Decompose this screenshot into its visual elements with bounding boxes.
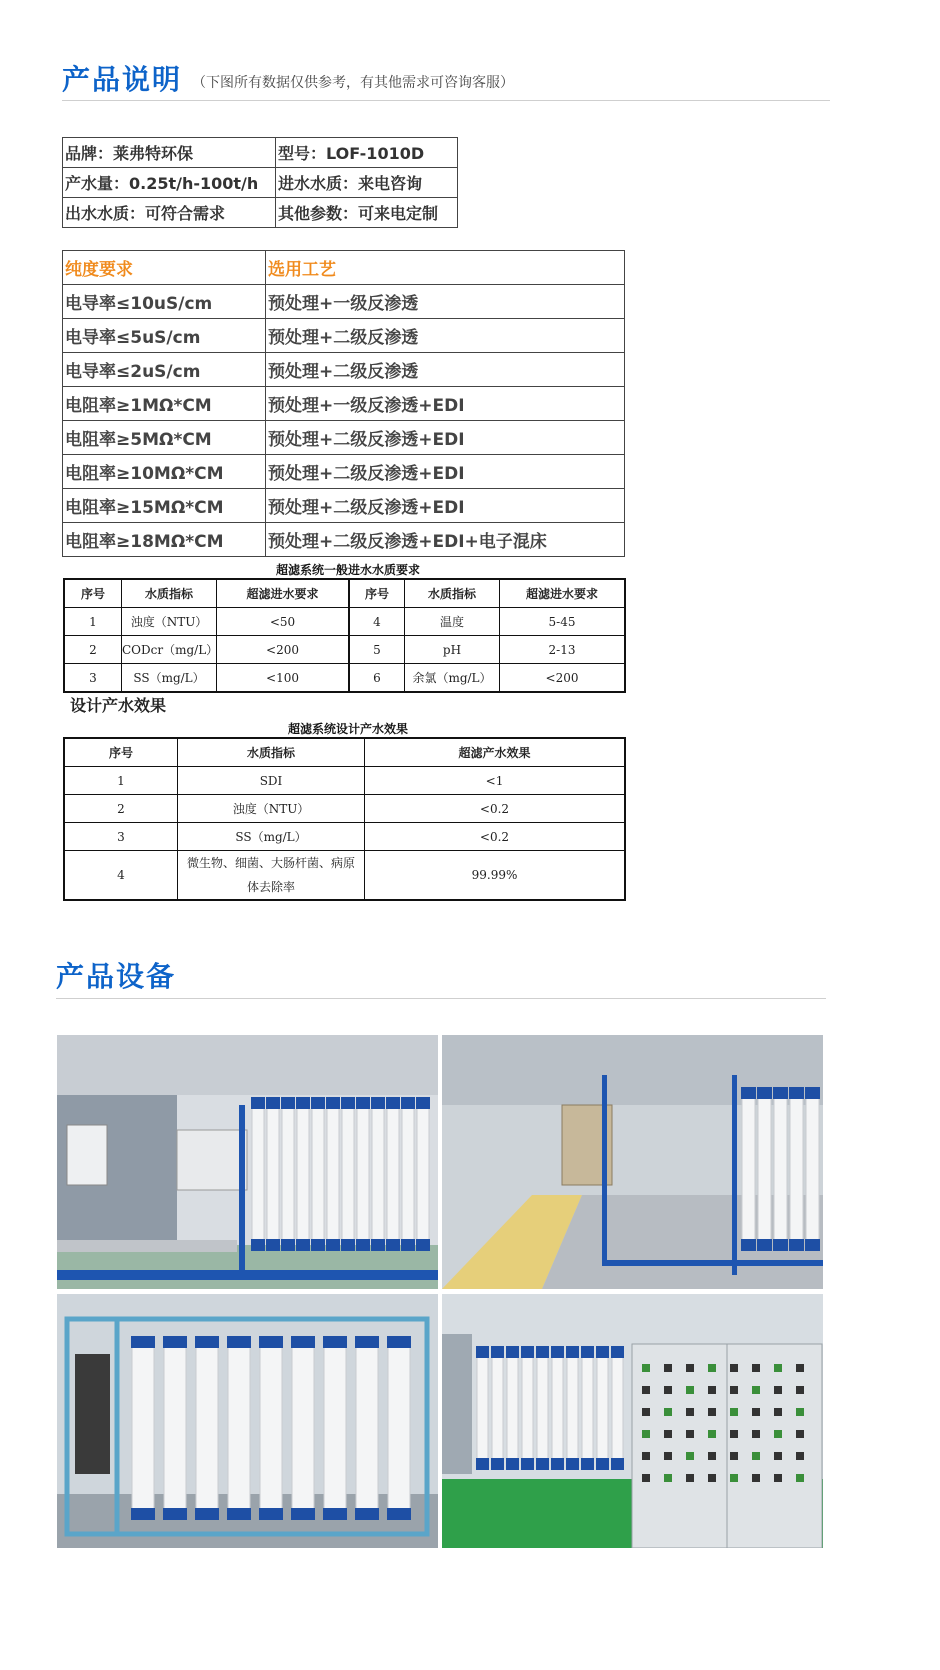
- cell: 3: [64, 823, 178, 851]
- header-requirement: 超滤进水要求: [500, 579, 626, 608]
- equipment-photo-4: [442, 1294, 823, 1548]
- cell: 6: [349, 664, 405, 693]
- table-header-row: [63, 251, 625, 285]
- header-indicator: 水质指标: [178, 738, 365, 767]
- cell: <1: [365, 767, 626, 795]
- feed-table-caption: 超滤系统一般进水水质要求: [276, 563, 421, 577]
- cell-process: 预处理+二级反渗透+EDI: [266, 455, 625, 489]
- cell-purity: 电导率≤10uS/cm: [63, 285, 266, 319]
- header-index: 序号: [64, 738, 178, 767]
- header-index: 序号: [349, 579, 405, 608]
- cell: <200: [217, 636, 350, 664]
- section-subtitle-note: （下图所有数据仅供参考，有其他需求可咨询客服）: [192, 75, 514, 91]
- table-row: [63, 353, 625, 387]
- cell: 99.99%: [365, 851, 626, 901]
- info-model: 型号：LOF-1010D: [276, 138, 458, 168]
- cell: <50: [217, 608, 350, 636]
- section-divider: [62, 100, 830, 101]
- cell-purity: 电阻率≥15MΩ*CM: [63, 489, 266, 523]
- cell-purity: 电导率≤5uS/cm: [63, 319, 266, 353]
- table-row: [63, 198, 458, 228]
- table-row: [63, 387, 625, 421]
- cell: SS（mg/L）: [178, 823, 365, 851]
- table-row: [64, 851, 625, 901]
- table-row: [64, 636, 625, 664]
- cell: <200: [500, 664, 626, 693]
- cell-purity: 电阻率≥1MΩ*CM: [63, 387, 266, 421]
- info-brand: 品牌：莱弗特环保: [63, 138, 276, 168]
- cell-purity: 电阻率≥10MΩ*CM: [63, 455, 266, 489]
- cell: SS（mg/L）: [122, 664, 217, 693]
- info-inlet-quality: 进水水质：来电咨询: [276, 168, 458, 198]
- equipment-photo-2: [442, 1035, 823, 1289]
- cell: 1: [64, 608, 122, 636]
- info-other-params: 其他参数：可来电定制: [276, 198, 458, 228]
- cell-process: 预处理+一级反渗透: [266, 285, 625, 319]
- process-selection-table: [62, 250, 625, 557]
- cell-purity: 电阻率≥18MΩ*CM: [63, 523, 266, 557]
- cell: 浊度（NTU）: [122, 608, 217, 636]
- table-row: [63, 138, 458, 168]
- design-effect-table: [63, 737, 626, 901]
- cell-purity: 电阻率≥5MΩ*CM: [63, 421, 266, 455]
- table-row: [64, 823, 625, 851]
- design-output-heading: 设计产水效果: [70, 696, 167, 715]
- cell-process: 预处理+二级反渗透+EDI+电子混床: [266, 523, 625, 557]
- equipment-photo-3: [57, 1294, 438, 1548]
- cell: CODcr（mg/L）: [122, 636, 217, 664]
- cell: 2-13: [500, 636, 626, 664]
- cell: 2: [64, 636, 122, 664]
- table-row: [64, 664, 625, 693]
- section-divider: [56, 998, 826, 999]
- header-index: 序号: [64, 579, 122, 608]
- cell: 1: [64, 767, 178, 795]
- equipment-photo-1: [57, 1035, 438, 1289]
- info-output: 产水量：0.25t/h-100t/h: [63, 168, 276, 198]
- table-header-row: [64, 579, 625, 608]
- section-title-product-equipment: 产品设备: [56, 960, 177, 993]
- cell: 5-45: [500, 608, 626, 636]
- cell: 4: [64, 851, 178, 901]
- cell: pH: [405, 636, 500, 664]
- cell: 3: [64, 664, 122, 693]
- cell: 微生物、细菌、大肠杆菌、病原体去除率: [178, 851, 365, 901]
- cell: 余氯（mg/L）: [405, 664, 500, 693]
- cell: <100: [217, 664, 350, 693]
- header-process: 选用工艺: [266, 251, 625, 285]
- section-title-product-description: 产品说明: [62, 63, 183, 96]
- cell: 温度: [405, 608, 500, 636]
- header-indicator: 水质指标: [122, 579, 217, 608]
- table-row: [63, 285, 625, 319]
- table-row: [64, 795, 625, 823]
- header-requirement: 超滤进水要求: [217, 579, 350, 608]
- table-row: [63, 421, 625, 455]
- cell: 2: [64, 795, 178, 823]
- cell: 浊度（NTU）: [178, 795, 365, 823]
- header-purity: 纯度要求: [63, 251, 266, 285]
- cell: <0.2: [365, 795, 626, 823]
- table-row: [63, 489, 625, 523]
- cell-process: 预处理+二级反渗透+EDI: [266, 421, 625, 455]
- cell: 5: [349, 636, 405, 664]
- cell: <0.2: [365, 823, 626, 851]
- table-row: [63, 168, 458, 198]
- table-row: [63, 455, 625, 489]
- table-row: [64, 608, 625, 636]
- header-effect: 超滤产水效果: [365, 738, 626, 767]
- cell-process: 预处理+二级反渗透: [266, 319, 625, 353]
- cell: 4: [349, 608, 405, 636]
- table-row: [63, 523, 625, 557]
- cell-process: 预处理+二级反渗透: [266, 353, 625, 387]
- cell-process: 预处理+二级反渗透+EDI: [266, 489, 625, 523]
- feed-water-table: [63, 578, 626, 693]
- info-outlet-quality: 出水水质：可符合需求: [63, 198, 276, 228]
- table-row: [64, 767, 625, 795]
- cell-process: 预处理+一级反渗透+EDI: [266, 387, 625, 421]
- table-row: [63, 319, 625, 353]
- product-info-table: [62, 137, 458, 228]
- table-header-row: [64, 738, 625, 767]
- effect-table-caption: 超滤系统设计产水效果: [288, 722, 409, 736]
- header-indicator: 水质指标: [405, 579, 500, 608]
- cell-purity: 电导率≤2uS/cm: [63, 353, 266, 387]
- cell: SDI: [178, 767, 365, 795]
